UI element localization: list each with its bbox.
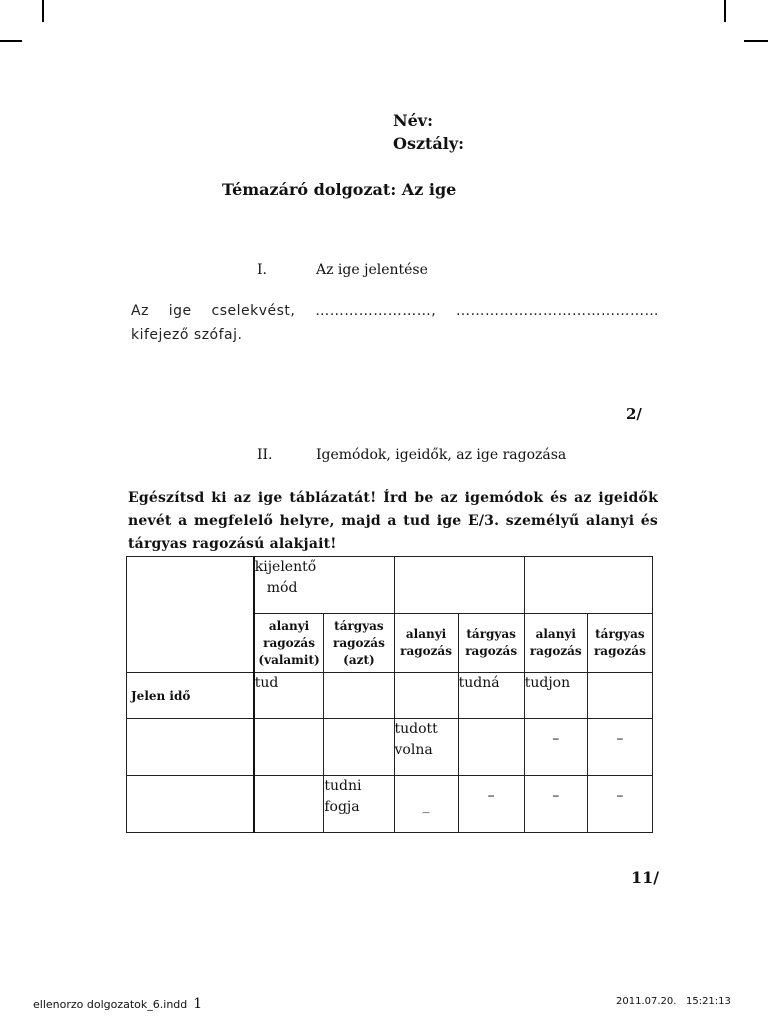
table-cell (324, 719, 394, 776)
mood-cell-blank-1 (394, 557, 524, 614)
footer-filename: ellenorzo dolgozatok_6.indd (33, 998, 188, 1011)
page-title: Témazáró dolgozat: Az ige (222, 180, 457, 199)
crop-mark-right (744, 40, 768, 42)
table-corner-cell (127, 557, 254, 673)
column-header: alanyi ragozás (valamit) (254, 614, 324, 673)
table-cell (394, 673, 458, 719)
table-row (127, 776, 653, 833)
verb-table (126, 556, 653, 833)
table-cell-dash: – (587, 719, 652, 776)
section2-number: II. (257, 447, 273, 463)
table-cell (587, 673, 652, 719)
mood-cell-indicative (254, 557, 394, 614)
section1-fill-text: Az ige cselekvést, ……………………, …………………………………… kifejező szófaj. (131, 303, 659, 343)
table-cell: tud (254, 673, 324, 719)
table-cell: tudott volna (394, 719, 458, 776)
name-label: Név: (393, 111, 434, 130)
section2-title: Igemódok, igeidők, az ige ragozása (316, 447, 567, 463)
mood-cell-blank-2 (524, 557, 652, 614)
column-header: tárgyas ragozás (458, 614, 524, 673)
row-label-blank (127, 776, 254, 833)
footer-page-number: 1 (193, 996, 203, 1012)
mood-label-line1: kijelentő (254, 559, 317, 575)
column-header: tárgyas ragozás (azt) (324, 614, 394, 673)
crop-mark-top-left (42, 0, 44, 22)
table-cell: tudná (458, 673, 524, 719)
footer-file (33, 996, 202, 1012)
column-header: tárgyas ragozás (587, 614, 652, 673)
section2-instruction: Egészítsd ki az ige táblázatát! Írd be az igemódok és az igeidők nevét a megfelelő helyre, majd a tud ige E/3. személyű alanyi és tárgyas ragozású alakjait! (128, 490, 658, 552)
table-cell-dash: – (587, 776, 652, 833)
section1-title: Az ige jelentése (316, 262, 428, 278)
row-label-blank (127, 719, 254, 776)
table-cell (458, 719, 524, 776)
section2-score: 11/ (631, 868, 660, 887)
table-cell: tudjon (524, 673, 587, 719)
table-row (127, 557, 653, 614)
table-cell-dash: – (458, 776, 524, 833)
column-header: alanyi ragozás (524, 614, 587, 673)
table-cell (324, 673, 394, 719)
crop-mark-left (0, 40, 22, 42)
table-row (127, 673, 653, 719)
class-label: Osztály: (393, 134, 465, 153)
section1-score: 2/ (626, 405, 642, 423)
table-cell-dash: – (524, 776, 587, 833)
table-row (127, 719, 653, 776)
table-cell-dash: – (524, 719, 587, 776)
crop-mark-top-right (724, 0, 726, 22)
row-label-present: Jelen idő (127, 673, 254, 719)
mood-label-line2: mód (266, 580, 298, 596)
table-cell-dash: _ (394, 776, 458, 833)
column-header: alanyi ragozás (394, 614, 458, 673)
section1-number: I. (257, 262, 267, 278)
footer-timestamp: 2011.07.20. 15:21:13 (616, 996, 731, 1007)
table-cell (254, 776, 324, 833)
table-cell: tudni fogja (324, 776, 394, 833)
table-cell (254, 719, 324, 776)
